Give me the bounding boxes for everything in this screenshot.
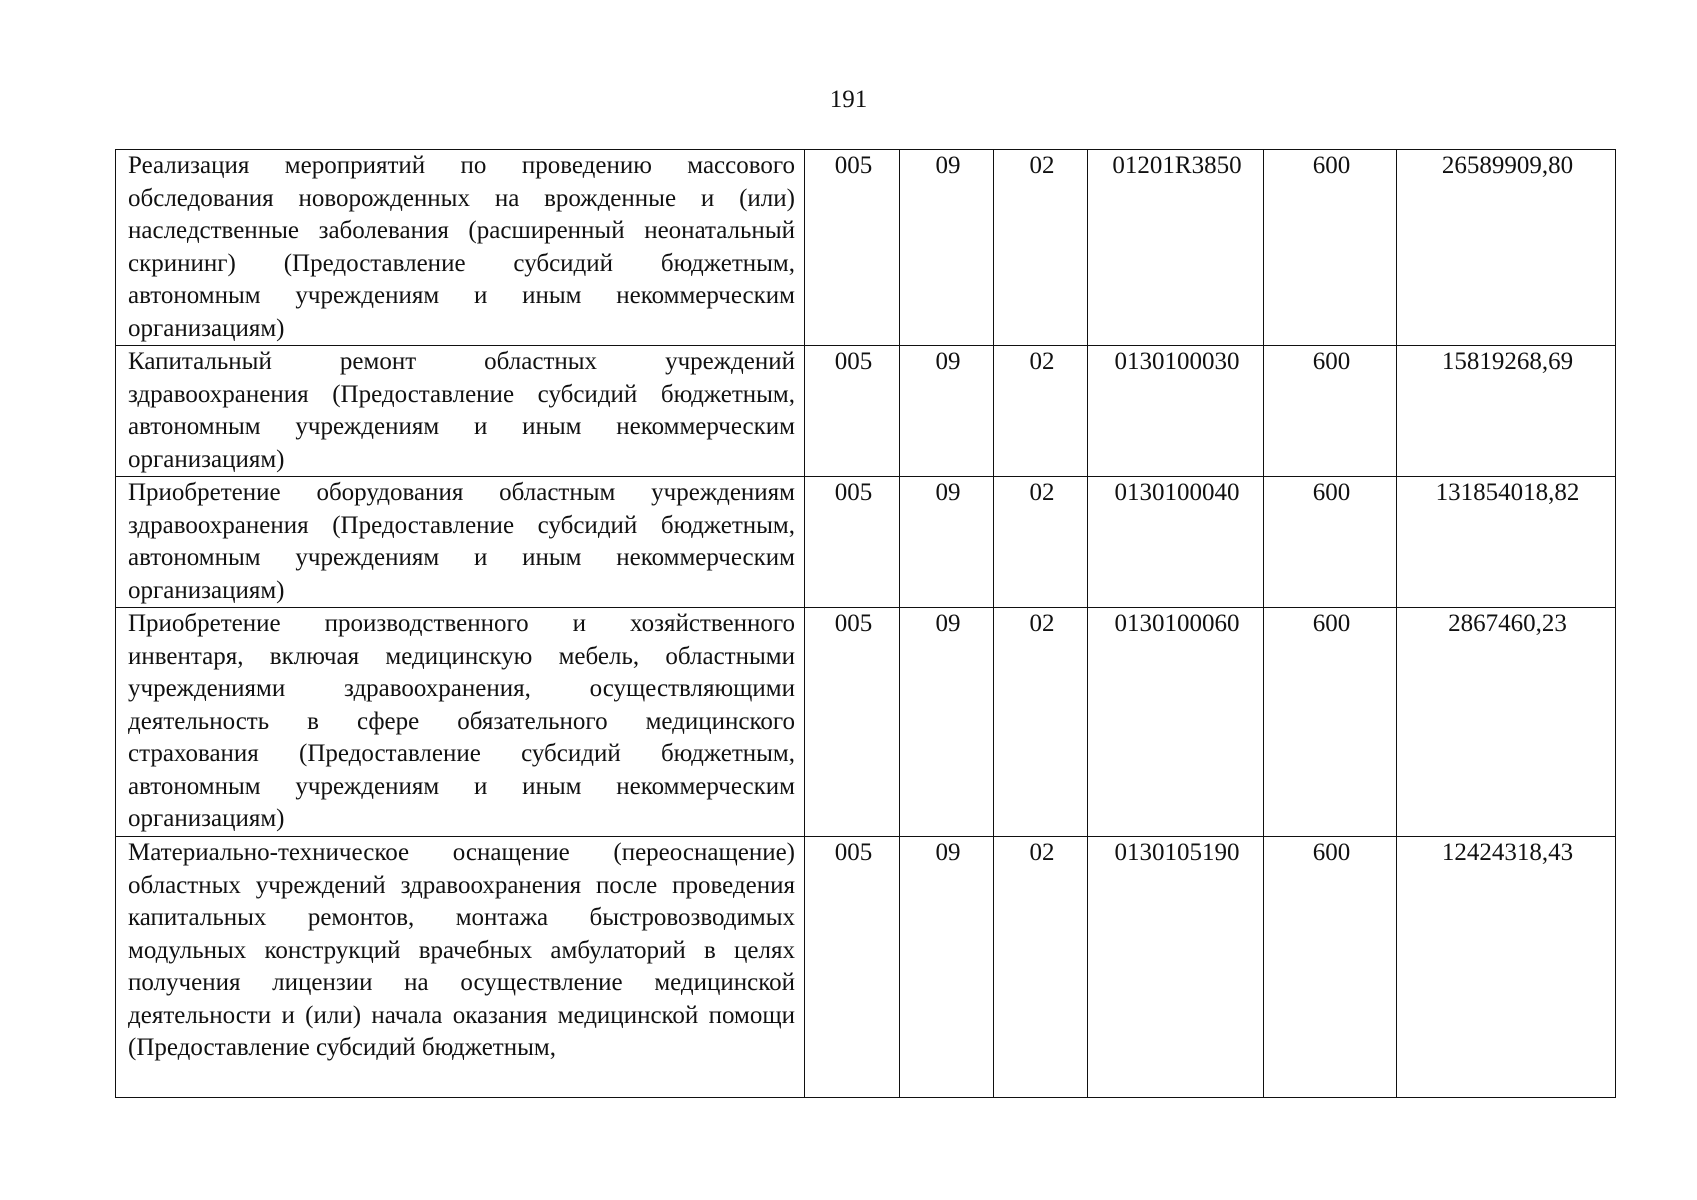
row-description: Материально-техническое оснащение (переоснащение) областных учреждений здравоохранения после проведения капитальных ремонтов, монтажа быстровозводимых модульных конструкций врачебных амбулаторий в целях получения лицензии на осуществление медицинской деятельности и (или) начала оказания медицинской помощи (Предоставление субсидий бюджетным, bbox=[116, 837, 805, 1098]
target-article-code: 0130100060 bbox=[1088, 608, 1264, 837]
subsection-code: 02 bbox=[994, 608, 1088, 837]
target-article-code: 0130100030 bbox=[1088, 346, 1264, 477]
row-description: Приобретение оборудования областным учреждениям здравоохранения (Предоставление субсидий бюджетным, автономным учреждениям и иным некоммерческим организациям) bbox=[116, 477, 805, 608]
amount: 15819268,69 bbox=[1397, 346, 1616, 477]
ministry-code: 005 bbox=[805, 346, 900, 477]
table-row bbox=[116, 150, 1616, 346]
ministry-code: 005 bbox=[805, 477, 900, 608]
expense-type-code: 600 bbox=[1264, 608, 1397, 837]
subsection-code: 02 bbox=[994, 837, 1088, 1098]
section-code: 09 bbox=[900, 837, 994, 1098]
expense-type-code: 600 bbox=[1264, 150, 1397, 346]
target-article-code: 0130100040 bbox=[1088, 477, 1264, 608]
section-code: 09 bbox=[900, 608, 994, 837]
expense-type-code: 600 bbox=[1264, 477, 1397, 608]
row-description: Капитальный ремонт областных учреждений здравоохранения (Предоставление субсидий бюджетным, автономным учреждениям и иным некоммерческим организациям) bbox=[116, 346, 805, 477]
table-row bbox=[116, 608, 1616, 837]
ministry-code: 005 bbox=[805, 150, 900, 346]
amount: 131854018,82 bbox=[1397, 477, 1616, 608]
expense-type-code: 600 bbox=[1264, 837, 1397, 1098]
target-article-code: 01201R3850 bbox=[1088, 150, 1264, 346]
table-row bbox=[116, 346, 1616, 477]
table-row bbox=[116, 477, 1616, 608]
section-code: 09 bbox=[900, 477, 994, 608]
ministry-code: 005 bbox=[805, 837, 900, 1098]
amount: 2867460,23 bbox=[1397, 608, 1616, 837]
row-description: Приобретение производственного и хозяйственного инвентаря, включая медицинскую мебель, областными учреждениями здравоохранения, осуществляющими деятельность в сфере обязательного медицинского страхования (Предоставление субсидий бюджетным, автономным учреждениям и иным некоммерческим организациям) bbox=[116, 608, 805, 837]
page-number: 191 bbox=[829, 86, 868, 113]
table-row bbox=[116, 837, 1616, 1098]
target-article-code: 0130105190 bbox=[1088, 837, 1264, 1098]
row-description: Реализация мероприятий по проведению массового обследования новорожденных на врожденные и (или) наследственные заболевания (расширенный неонатальный скрининг) (Предоставление субсидий бюджетным, автономным учреждениям и иным некоммерческим организациям) bbox=[116, 150, 805, 346]
amount: 26589909,80 bbox=[1397, 150, 1616, 346]
expense-type-code: 600 bbox=[1264, 346, 1397, 477]
subsection-code: 02 bbox=[994, 150, 1088, 346]
subsection-code: 02 bbox=[994, 477, 1088, 608]
subsection-code: 02 bbox=[994, 346, 1088, 477]
section-code: 09 bbox=[900, 346, 994, 477]
section-code: 09 bbox=[900, 150, 994, 346]
budget-table bbox=[115, 149, 1616, 1098]
ministry-code: 005 bbox=[805, 608, 900, 837]
amount: 12424318,43 bbox=[1397, 837, 1616, 1098]
